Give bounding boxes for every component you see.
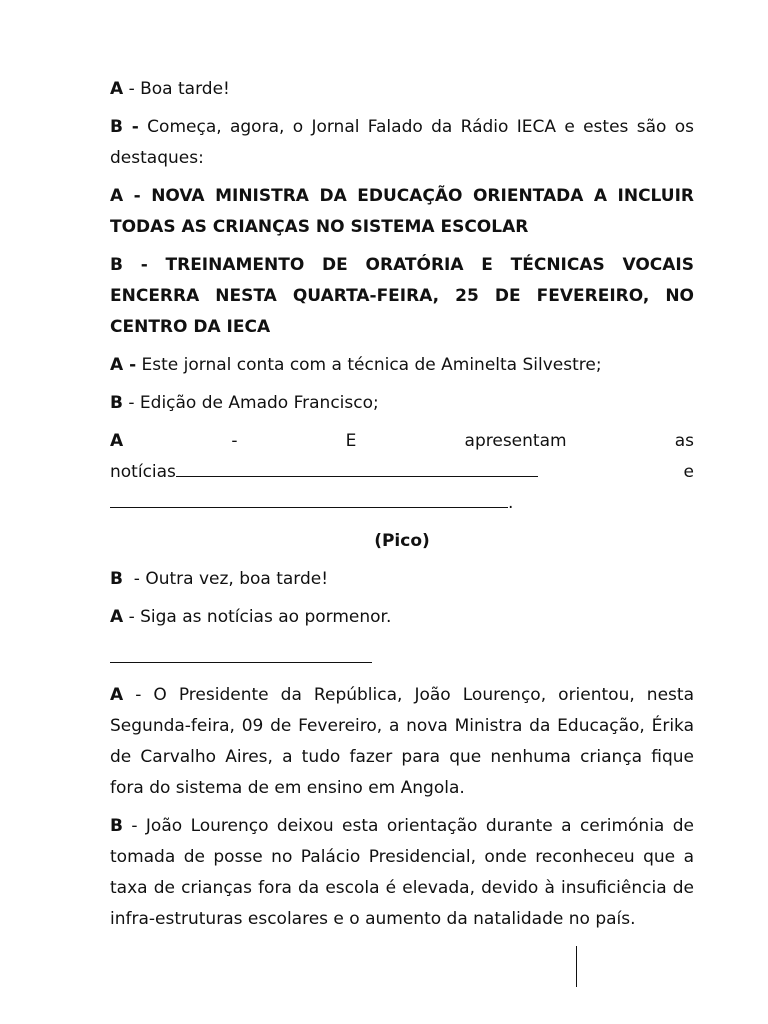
pico-cue: (Pico) bbox=[374, 531, 430, 551]
speaker-label: B - bbox=[110, 117, 139, 137]
blank-prefix bbox=[110, 457, 538, 488]
fill-in-blank bbox=[110, 489, 508, 508]
speaker-label: A bbox=[110, 607, 124, 627]
speaker-label: A bbox=[110, 685, 124, 705]
line-text: - Outra vez, boa tarde! bbox=[122, 569, 329, 589]
word: E bbox=[345, 431, 357, 451]
second-greeting-line bbox=[110, 564, 694, 595]
speaker-label: A bbox=[110, 79, 124, 99]
presenters-line bbox=[110, 426, 694, 457]
line-text: - Siga as notícias ao pormenor. bbox=[123, 607, 392, 627]
news-paragraph-2 bbox=[110, 811, 694, 935]
separator-row bbox=[110, 642, 694, 666]
line-text: Este jornal conta com a técnica de Aminelta Silvestre; bbox=[136, 355, 602, 375]
fill-in-blank bbox=[176, 458, 538, 477]
paragraph-text: - João Lourenço deixou esta orientação durante a cerimónia de tomada de posse no Palácio Presidencial, onde reconheceu que a taxa de crianças fora da escola é elevada, devido à insuficiência de infra-estruturas escolares e o aumento da natalidade no país. bbox=[110, 816, 694, 929]
word: notícias bbox=[110, 462, 176, 482]
line-text: - Edição de Amado Francisco; bbox=[122, 393, 379, 413]
headline-1: A - NOVA MINISTRA DA EDUCAÇÃO ORIENTADA A INCLUIR TODAS AS CRIANÇAS NO SISTEMA ESCOLAR bbox=[110, 186, 694, 237]
intro-line bbox=[110, 112, 694, 174]
script-page bbox=[110, 74, 694, 942]
credits-technique-line bbox=[110, 350, 694, 381]
greeting-line bbox=[110, 74, 694, 105]
speaker-label: A - bbox=[110, 355, 137, 375]
word: as bbox=[674, 431, 694, 451]
line-text: - Boa tarde! bbox=[123, 79, 230, 99]
paragraph-text: - O Presidente da República, João Lourenço, orientou, nesta Segunda-feira, 09 de Fevereiro, a nova Ministra da Educação, Érika de Carvalho Aires, a tudo fazer para que nenhuma criança fique fora do sistema de em ensino em Angola. bbox=[110, 685, 694, 798]
headline-2: B - TREINAMENTO DE ORATÓRIA E TÉCNICAS VOCAIS ENCERRA NESTA QUARTA-FEIRA, 25 DE FEVEREIRO, NO CENTRO DA IECA bbox=[110, 255, 694, 337]
word: e bbox=[683, 462, 694, 482]
word: - bbox=[231, 431, 238, 451]
speaker-label: B bbox=[110, 569, 123, 589]
line-text: Começa, agora, o Jornal Falado da Rádio IECA e estes são os destaques: bbox=[110, 117, 694, 168]
speaker-label: A bbox=[110, 431, 124, 451]
presenters-blank-line bbox=[110, 457, 694, 488]
punctuation: . bbox=[508, 493, 514, 513]
presenters-blank-line-2 bbox=[110, 488, 694, 519]
credits-edition-line bbox=[110, 388, 694, 419]
word: apresentam bbox=[464, 431, 567, 451]
text-cursor-bar bbox=[576, 946, 577, 987]
speaker-label: B bbox=[110, 393, 123, 413]
separator-rule bbox=[110, 642, 372, 663]
speaker-label: B bbox=[110, 816, 123, 836]
follow-news-line bbox=[110, 602, 694, 633]
news-paragraph-1 bbox=[110, 680, 694, 804]
